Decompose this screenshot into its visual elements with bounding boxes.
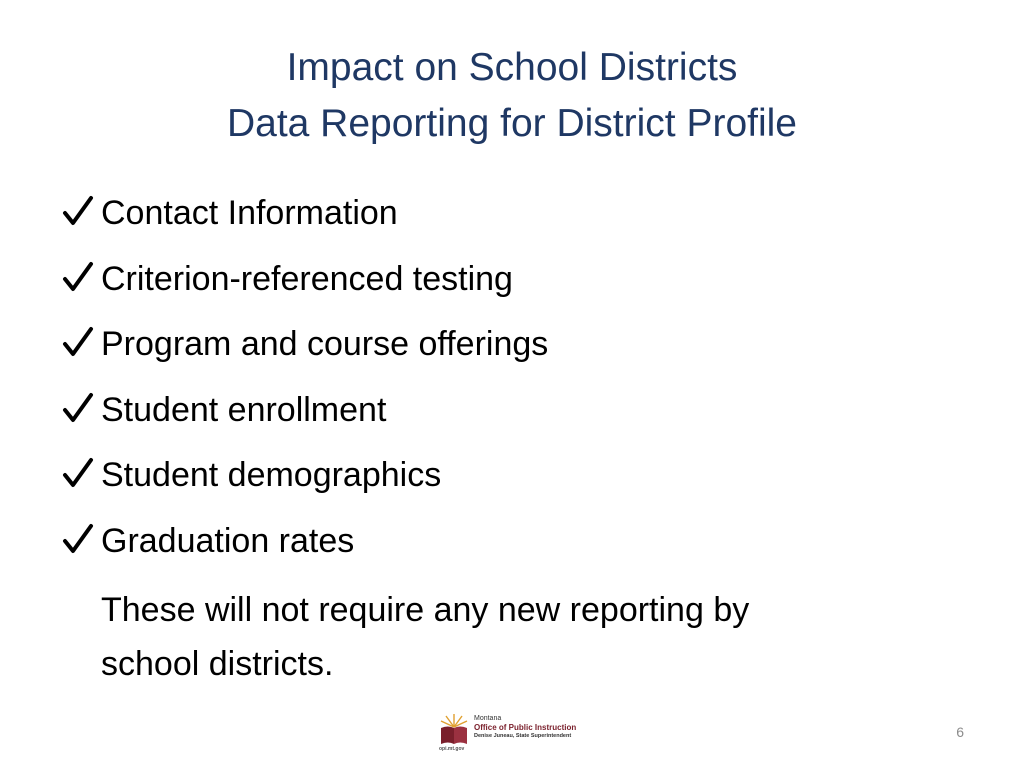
logo-superintendent: Denise Juneau, State Superintendent [474, 733, 572, 739]
logo-name: Office of Public Instruction [474, 723, 577, 732]
bullet-item [62, 383, 962, 449]
slide-title [0, 40, 1024, 152]
bullet-text: Graduation rates [101, 521, 355, 560]
bullet-item [62, 186, 962, 252]
footer-logo [438, 713, 578, 755]
bullet-item [62, 252, 962, 318]
note-line-2: school districts. [101, 645, 334, 683]
bullet-item [62, 448, 962, 514]
checkmark-icon [62, 252, 94, 306]
note-line-1: These will not require any new reporting by [101, 591, 750, 629]
logo-state: Montana [474, 715, 502, 722]
title-line-2: Data Reporting for District Profile [226, 102, 798, 145]
bullet-list [62, 186, 962, 579]
bullet-text: Program and course offerings [101, 325, 549, 363]
checkmark-icon [62, 514, 94, 568]
bullet-item [62, 514, 962, 580]
page-number: 6 [956, 724, 964, 740]
checkmark-icon [62, 186, 94, 240]
note-text [101, 583, 941, 691]
bullet-text: Student enrollment [101, 390, 387, 429]
bullet-text: Student demographics [101, 456, 442, 494]
logo-url: opi.mt.gov [439, 746, 465, 752]
checkmark-icon [62, 448, 94, 502]
checkmark-icon [62, 383, 94, 437]
opi-book-sunburst-icon [438, 713, 470, 745]
bullet-text: Criterion-referenced testing [101, 259, 513, 298]
title-line-1: Impact on School Districts [286, 46, 738, 89]
bullet-text: Contact Information [101, 194, 398, 232]
checkmark-icon [62, 317, 94, 371]
bullet-item [62, 317, 962, 383]
